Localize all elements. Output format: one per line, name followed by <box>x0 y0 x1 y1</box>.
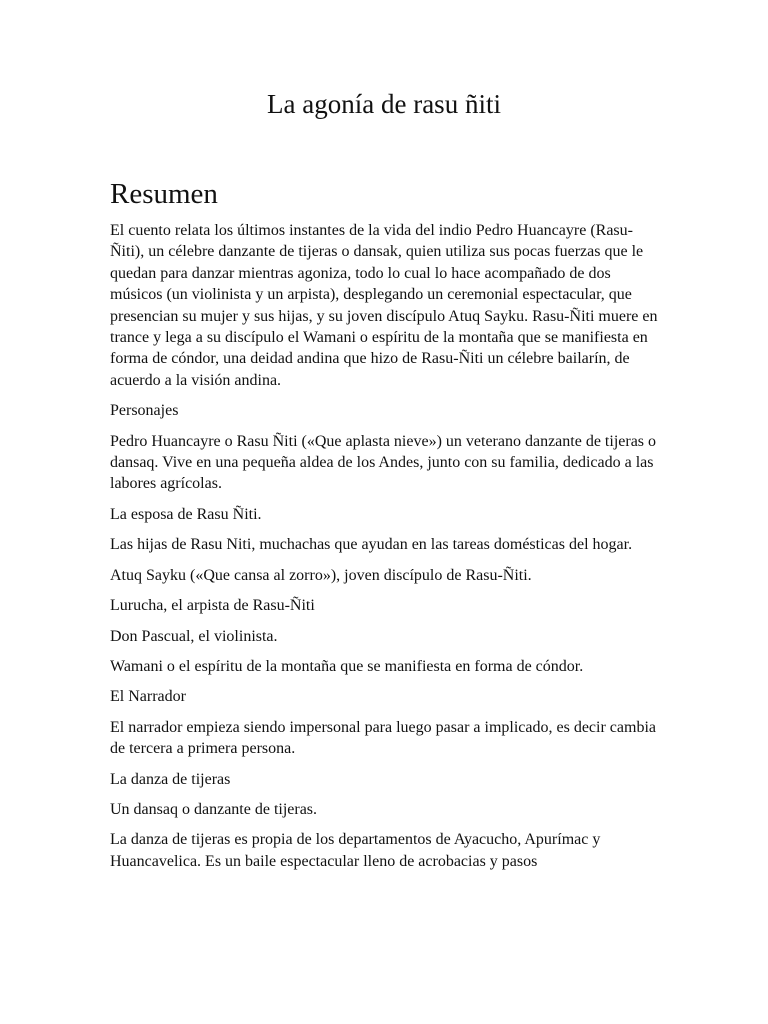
paragraph-danza-label: La danza de tijeras <box>110 770 231 788</box>
document-body <box>110 174 662 881</box>
paragraph-esposa: La esposa de Rasu Ñiti. <box>110 505 262 523</box>
paragraph-dansaq: Un dansaq o danzante de tijeras. <box>110 800 318 818</box>
paragraph-narrador-label: El Narrador <box>110 688 186 706</box>
paragraph-wamani: Wamani o el espíritu de la montaña que se manifiesta en forma de cóndor. <box>110 657 584 675</box>
section-heading: Resumen <box>110 178 218 210</box>
paragraph-summary: El cuento relata los últimos instantes de la vida del indio Pedro Huancayre (Rasu-Ñiti), un célebre danzante de tijeras o dansak, quien utiliza sus pocas fuerzas que le quedan para danzar mientras agoniza, todo lo cual lo hace acompañado de dos músicos (un violinista y un arpista), desplegando un ceremonial espectacular, que presencian su mujer y sus hijas, y su joven discípulo Atuq Sayku. Rasu-Ñiti muere en trance y lega a su discípulo el Wamani o espíritu de la montaña que se manifiesta en forma de cóndor, una deidad andina que hizo de Rasu-Ñiti un célebre bailarín, de acuerdo a la visión andina. <box>110 222 658 389</box>
paragraph-danza-descripcion: La danza de tijeras es propia de los departamentos de Ayacucho, Apurímac y Huancavelica. Es un baile espectacular lleno de acrobacias y pasos <box>110 831 601 870</box>
paragraph-hijas: Las hijas de Rasu Niti, muchachas que ayudan en las tareas domésticas del hogar. <box>110 536 633 554</box>
paragraph-narrador: El narrador empieza siendo impersonal para luego pasar a implicado, es decir cambia de tercera a primera persona. <box>110 718 656 758</box>
paragraph-don-pascual: Don Pascual, el violinista. <box>110 627 278 645</box>
document-title: La agonía de rasu ñiti <box>267 89 501 119</box>
paragraph-lurucha: Lurucha, el arpista de Rasu-Ñiti <box>110 597 315 615</box>
paragraph-atuq-sayku: Atuq Sayku («Que cansa al zorro»), joven discípulo de Rasu-Ñiti. <box>110 566 532 584</box>
paragraph-personajes-label: Personajes <box>110 402 179 420</box>
paragraph-pedro-huancayre: Pedro Huancayre o Rasu Ñiti («Que aplasta nieve») un veterano danzante de tijeras o dansaq. Vive en una pequeña aldea de los Andes, junto con su familia, dedicado a las labores agrícolas. <box>110 432 657 493</box>
